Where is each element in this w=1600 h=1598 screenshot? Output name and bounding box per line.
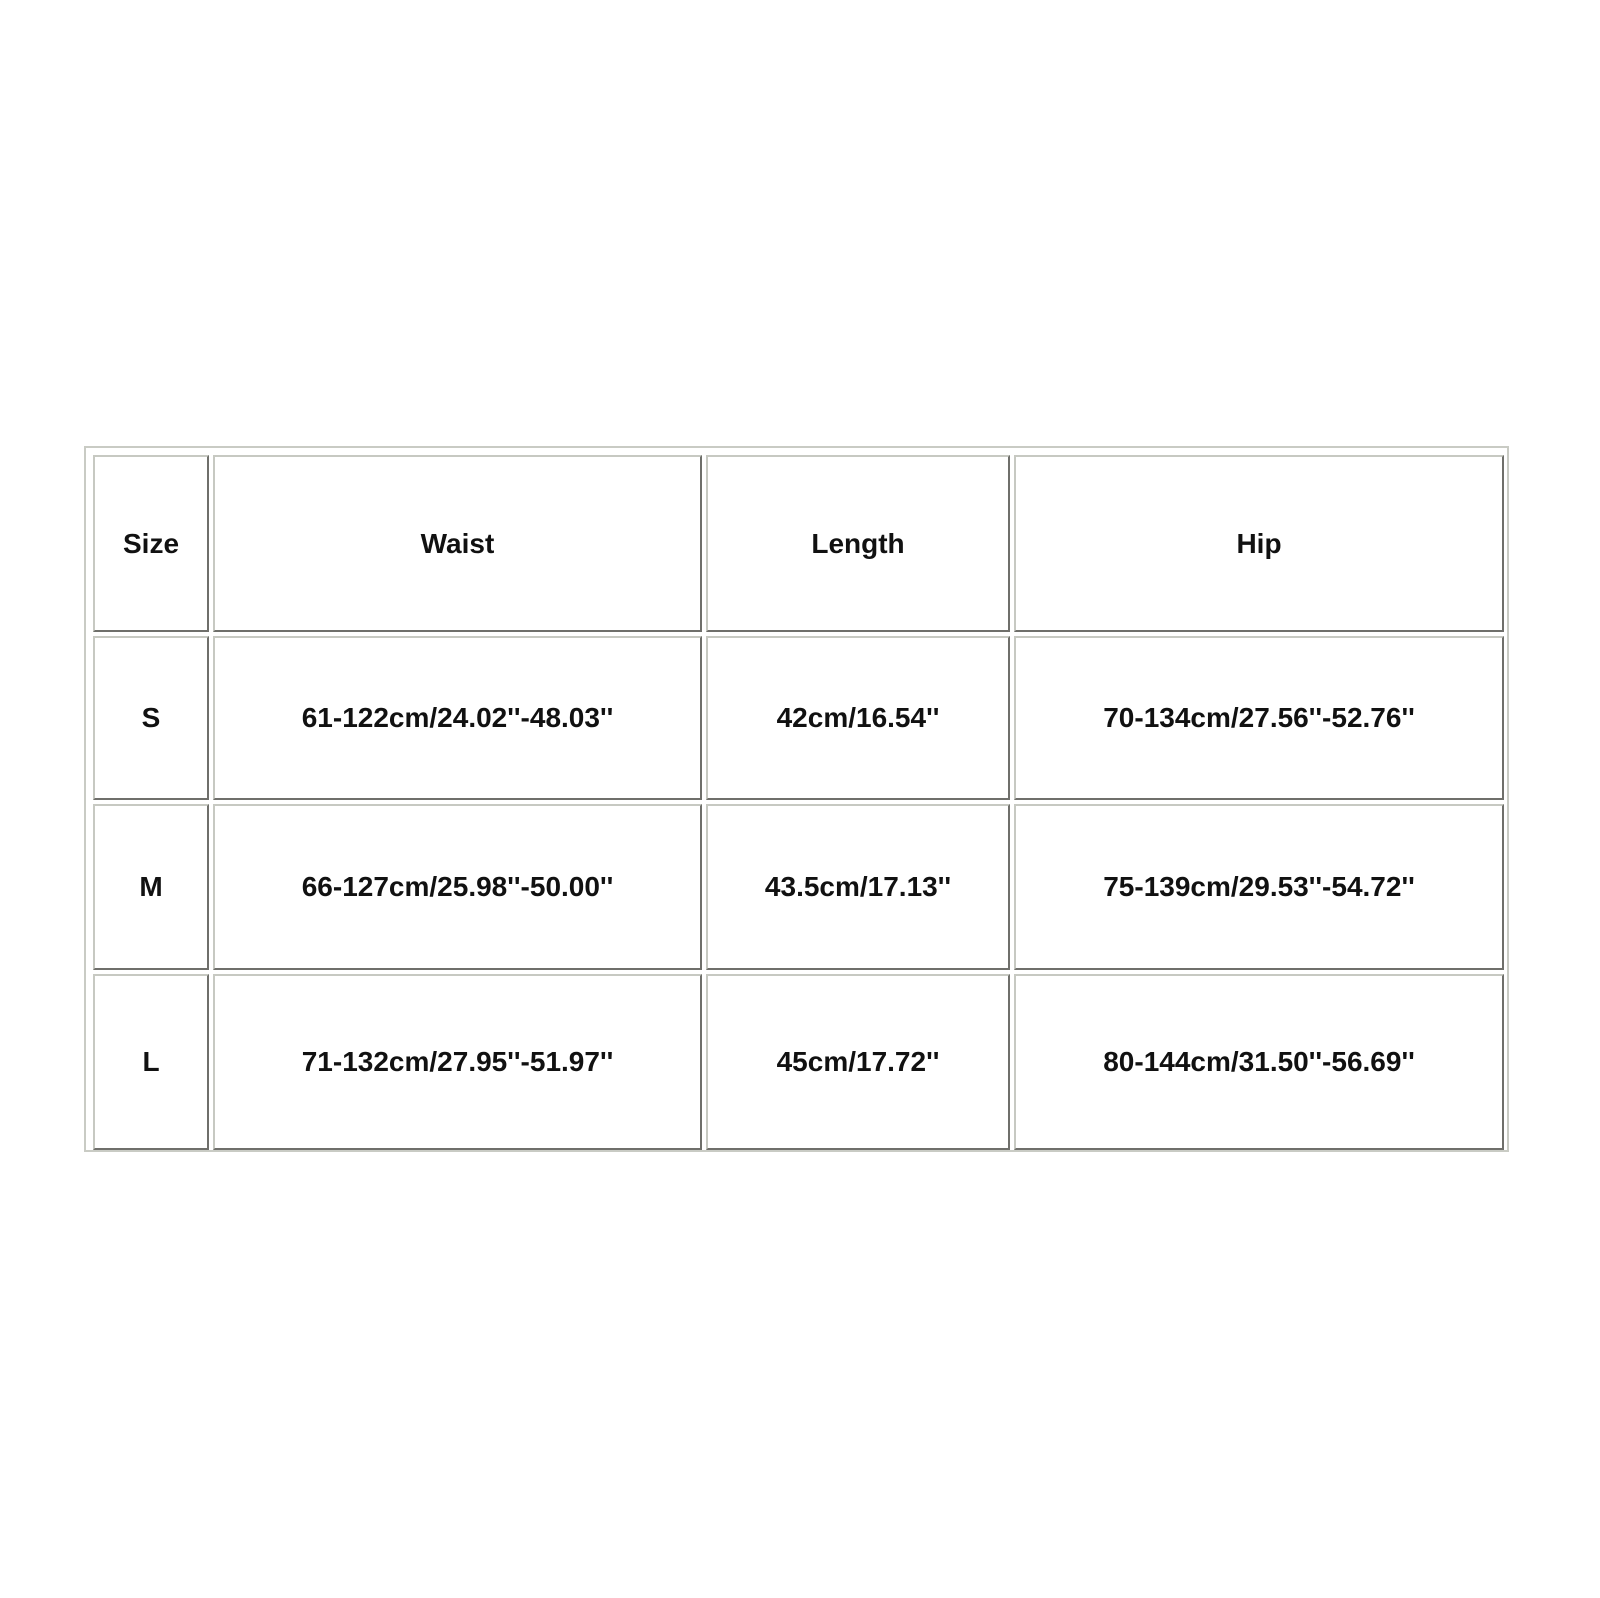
cell-length: 43.5cm/17.13''	[706, 804, 1010, 970]
cell-size: M	[93, 804, 209, 970]
table-header-row	[93, 455, 1504, 632]
cell-size: S	[93, 636, 209, 800]
header-hip: Hip	[1014, 455, 1504, 632]
table-row	[93, 636, 1504, 800]
cell-length: 42cm/16.54''	[706, 636, 1010, 800]
header-length: Length	[706, 455, 1010, 632]
cell-hip: 70-134cm/27.56''-52.76''	[1014, 636, 1504, 800]
cell-length: 45cm/17.72''	[706, 974, 1010, 1150]
cell-waist: 71-132cm/27.95''-51.97''	[213, 974, 702, 1150]
cell-waist: 61-122cm/24.02''-48.03''	[213, 636, 702, 800]
cell-waist: 66-127cm/25.98''-50.00''	[213, 804, 702, 970]
cell-hip: 80-144cm/31.50''-56.69''	[1014, 974, 1504, 1150]
header-waist: Waist	[213, 455, 702, 632]
table-row	[93, 974, 1504, 1150]
cell-size: L	[93, 974, 209, 1150]
table-row	[93, 804, 1504, 970]
size-table	[89, 451, 1508, 1154]
header-size: Size	[93, 455, 209, 632]
cell-hip: 75-139cm/29.53''-54.72''	[1014, 804, 1504, 970]
size-chart	[84, 446, 1509, 1152]
